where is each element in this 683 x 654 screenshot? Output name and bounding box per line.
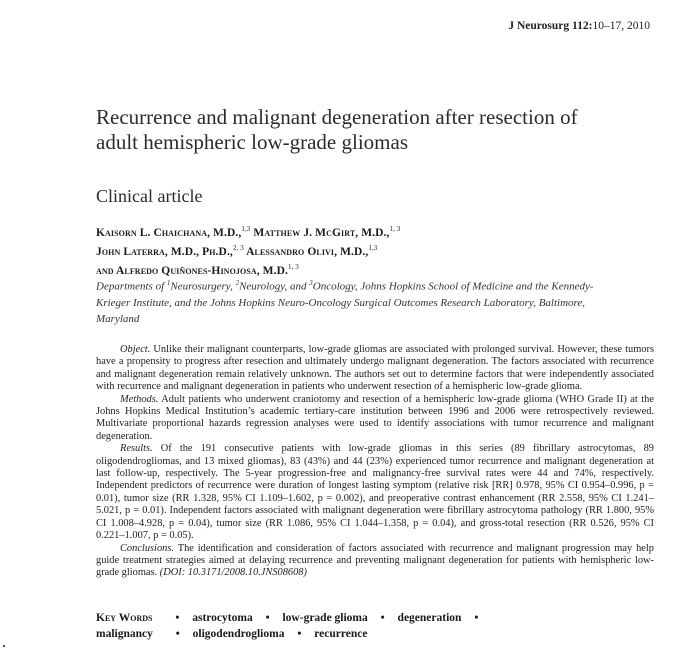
keyword-degeneration: degeneration — [397, 612, 462, 624]
article-title — [96, 105, 656, 155]
author-1: Kaisorn L. Chaichana, M.D., — [96, 226, 242, 239]
keyword-astrocytoma: astrocytoma — [192, 612, 253, 624]
abstract — [96, 344, 654, 580]
author-list: Kaisorn L. Chaichana, M.D.,$^{1,3}$ Matthew J. McGirt, M.D.,$^{1, 3}$ John Laterra, M.D., Ph.D.,$^{2, 3}$ Alessandro Olivi, M.D.,$^{1,3}$ and Alfredo Quiñones-Hinojosa, M.D.$^{1, 3}$ — [96, 225, 401, 277]
keyword-low-grade-glioma: low-grade glioma — [282, 612, 368, 624]
author-4: Alessandro Olivi, M.D., — [246, 245, 369, 258]
abstract-results: Results. Of the 191 consecutive patients with low-grade gliomas in this series (89 fibrillary astrocytomas, 89 oligodendrogliomas, and 13 mixed gliomas), 83 (43%) and 44 (23%) experienced tumor recurrence and malignant degeneration at last follow-up, respectively. The 5-year progression-free and malignancy-free survival rates were 44 and 74%, respectively. Independent predictors of recurrence were duration of longest lasting symptom (relative risk [RR] 0.978, 95% CI 0.954–0.996, p = 0.01), tumor size (RR 1.328, 95% CI 1.109–1.602, p = 0.002), and preoperative contrast enhancement (RR 2.558, 95% CI 1.241–5.021, p = 0.01). Independent factors associated with malignant degeneration were fibrillary astrocytoma pathology (RR 1.800, 95% CI 1.008–4.928, p = 0.04), tumor size (RR 1.086, 95% CI 1.044–1.358, p = 0.04), and gross-total resection (RR 0.526, 95% CI 0.221–1.007, p = 0.05). — [96, 443, 654, 542]
article-type: Clinical article — [96, 186, 203, 206]
margin-mark — [3, 645, 5, 647]
title-line-1: Recurrence and malignant degeneration after resection of — [96, 105, 578, 129]
author-5: Alfredo Quiñones-Hinojosa, M.D. — [115, 264, 288, 277]
keyword-oligodendroglioma: oligodendroglioma — [192, 628, 285, 640]
affiliations: Departments of $^1$Neurosurgery, $^2$Neurology, and $^3$Oncology, Johns Hopkins School of Medicine and the Kennedy-Krieger Institute, and the Johns Hopkins Neuro-Oncology Surgical Outcomes Research Laboratory, Baltimore, Maryland — [96, 279, 594, 325]
abstract-conclusions: Conclusions. The identification and consideration of factors associated with recurrence and malignant progression may help guide treatment strategies aimed at delaying recurrence and preventing malignant degeneration for patients with hemispheric low-grade gliomas. (DOI: 10.3171/2008.10.JNS08608) — [96, 542, 654, 579]
keywords: Key Words • astrocytoma • low-grade glioma • degeneration • malignancy • oligodendroglioma • recurrence — [96, 612, 479, 640]
title-line-2: adult hemispheric low-grade gliomas — [96, 130, 408, 154]
journal-name-volume: J Neurosurg 112: — [508, 20, 593, 32]
doi: (DOI: 10.3171/2008.10.JNS08608) — [159, 567, 307, 579]
abstract-object: Object. Unlike their malignant counterparts, low-grade gliomas are associated with prolonged survival. However, these tumors have a propensity to progress after resection and ultimately undergo malignant degeneration. The factors associated with recurrence and malignant degeneration remain relatively unknown. The authors set out to determine factors that were independently associated with recurrence and malignant degeneration in patients who underwent resection of a hemispheric low-grade glioma. — [96, 344, 654, 393]
author-3: John Laterra, M.D., Ph.D., — [96, 245, 233, 258]
keyword-recurrence: recurrence — [314, 628, 368, 640]
journal-pages: 10–17, 2010 — [592, 20, 650, 32]
keywords-label: Key Words — [96, 612, 153, 624]
keyword-malignancy: malignancy — [96, 628, 153, 640]
author-2: Matthew J. McGirt, M.D., — [253, 226, 390, 239]
abstract-methods: Methods. Adult patients who underwent craniotomy and resection of a hemispheric low-grade glioma (WHO Grade II) at the Johns Hopkins Medical Institution’s academic tertiary-care institution between 1996 and 2006 were retrospectively reviewed. Multivariate proportional hazards regression analyses were used to identify associations with tumor recurrence and malignant degeneration. — [96, 393, 654, 442]
journal-citation — [508, 20, 650, 32]
